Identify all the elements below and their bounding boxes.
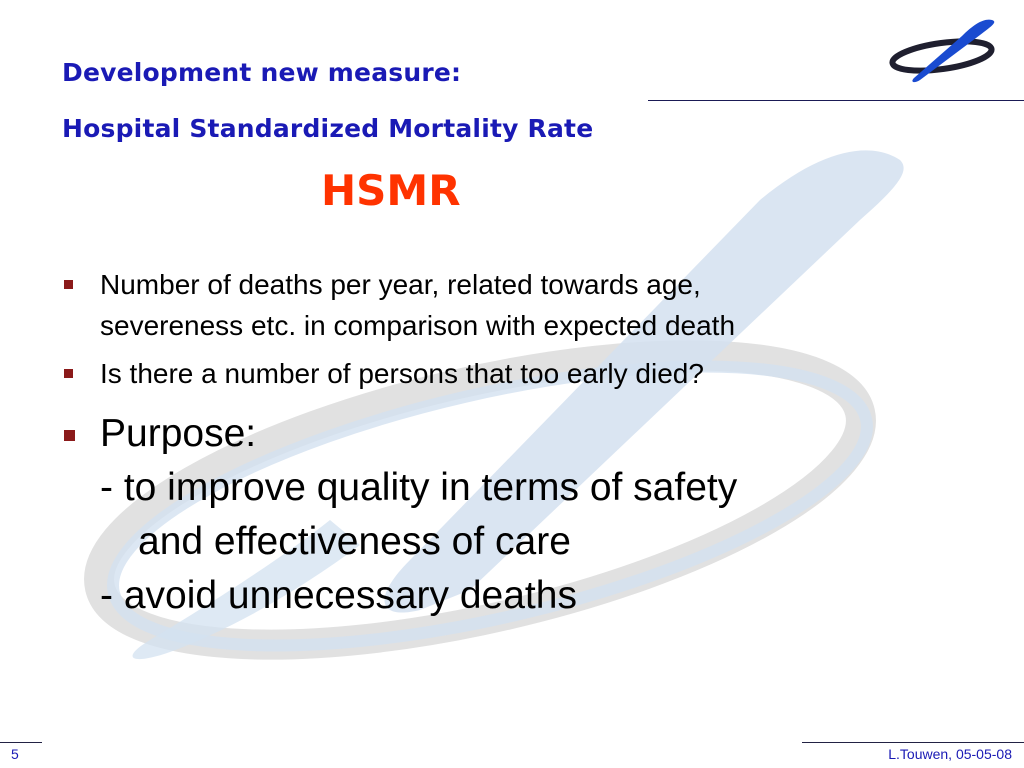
slide-subtitle: HSMR bbox=[321, 166, 461, 215]
bullet-line: Number of deaths per year, related towards age, bbox=[100, 269, 701, 300]
bullet-line: - avoid unnecessary deaths bbox=[100, 574, 577, 617]
slide-title-line-1: Development new measure: bbox=[62, 58, 462, 87]
bullet-line: - to improve quality in terms of safety bbox=[100, 466, 738, 509]
square-bullet-icon bbox=[64, 280, 73, 289]
footer-divider-left bbox=[0, 742, 42, 743]
square-bullet-icon bbox=[64, 369, 73, 378]
bullet-line: Is there a number of persons that too early died? bbox=[100, 358, 704, 389]
bullet-line: and effectiveness of care bbox=[138, 520, 571, 563]
footer-divider-right bbox=[802, 742, 1024, 743]
swoosh-logo-icon bbox=[884, 16, 1000, 86]
header-divider bbox=[648, 100, 1024, 101]
bullet-line: Purpose: bbox=[100, 412, 257, 455]
bullet-line: severeness etc. in comparison with expected death bbox=[100, 310, 736, 341]
page-number: 5 bbox=[11, 746, 19, 762]
bullet-item bbox=[100, 407, 737, 623]
square-bullet-icon bbox=[64, 430, 75, 441]
slide-title-line-2: Hospital Standardized Mortality Rate bbox=[62, 114, 594, 143]
footer-author-date: L.Touwen, 05-05-08 bbox=[888, 746, 1012, 762]
bullet-item bbox=[100, 353, 704, 394]
bullet-item bbox=[100, 264, 735, 346]
